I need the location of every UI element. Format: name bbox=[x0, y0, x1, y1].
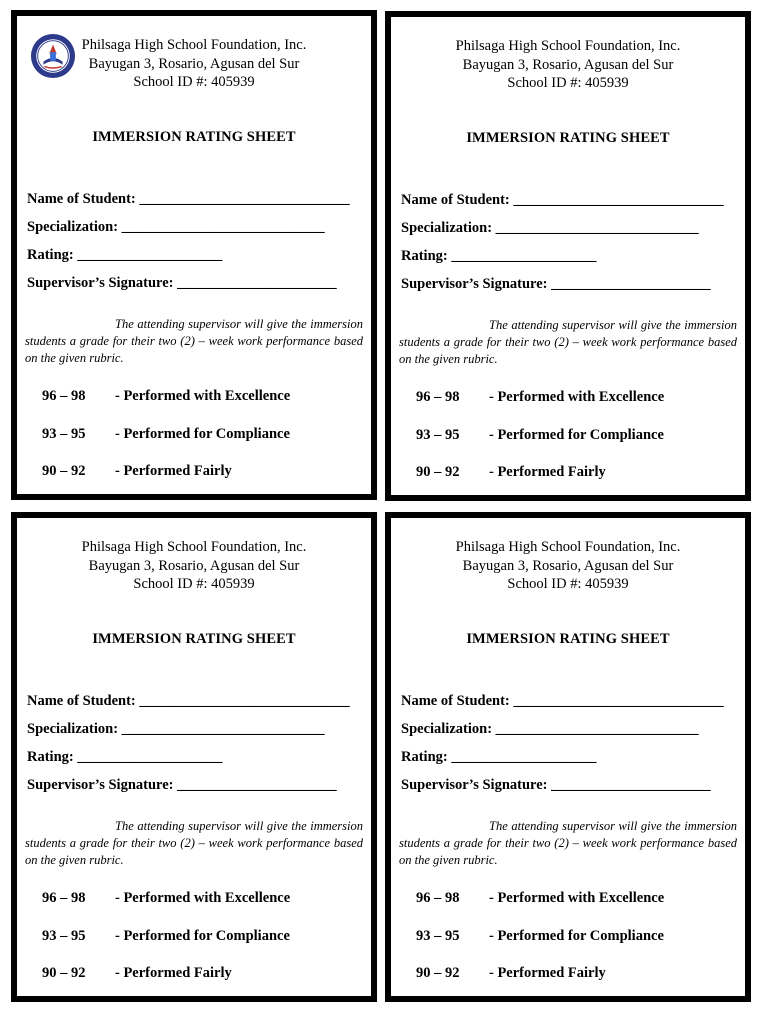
rating-card bbox=[11, 10, 377, 500]
school-address: Bayugan 3, Rosario, Agusan del Sur bbox=[462, 56, 674, 73]
rubric-label: - Performed with Excellence bbox=[115, 890, 291, 906]
rating-card bbox=[385, 512, 751, 1002]
student-name-field[interactable]: Name of Student: _____________________________ bbox=[401, 192, 724, 208]
rubric-label: - Performed Fairly bbox=[115, 463, 232, 479]
student-name-field[interactable]: Name of Student: _____________________________ bbox=[401, 693, 724, 709]
specialization-field[interactable]: Specialization: ____________________________ bbox=[27, 219, 325, 235]
rubric-row bbox=[42, 965, 361, 1003]
rubric-range: 93 – 95 bbox=[416, 927, 460, 944]
sheet-title: IMMERSION RATING SHEET bbox=[466, 631, 670, 647]
rubric-row bbox=[42, 388, 361, 426]
school-name: Philsaga High School Foundation, Inc. bbox=[81, 37, 307, 53]
specialization-field[interactable]: Specialization: ____________________________ bbox=[27, 721, 325, 737]
rubric-range: 93 – 95 bbox=[42, 425, 86, 442]
rubric-range: 96 – 98 bbox=[42, 890, 86, 906]
rubric-row bbox=[416, 890, 735, 928]
school-id: School ID #: 405939 bbox=[507, 75, 629, 91]
sheet-title: IMMERSION RATING SHEET bbox=[92, 631, 296, 647]
supervisor-signature-field[interactable]: Supervisor’s Signature: ______________________ bbox=[401, 777, 711, 793]
rubric-range: 90 – 92 bbox=[42, 965, 86, 981]
specialization-field[interactable]: Specialization: ____________________________ bbox=[401, 220, 699, 236]
school-address: Bayugan 3, Rosario, Agusan del Sur bbox=[88, 557, 300, 574]
student-name-field[interactable]: Name of Student: _____________________________ bbox=[27, 693, 350, 709]
school-address: Bayugan 3, Rosario, Agusan del Sur bbox=[88, 55, 300, 72]
sheet-title: IMMERSION RATING SHEET bbox=[466, 130, 670, 146]
rubric-list bbox=[42, 890, 361, 1003]
rubric-range: 90 – 92 bbox=[42, 463, 86, 479]
school-name: Philsaga High School Foundation, Inc. bbox=[455, 38, 681, 54]
rating-field[interactable]: Rating: ____________________ bbox=[27, 247, 223, 263]
rubric-range: 93 – 95 bbox=[42, 927, 86, 944]
school-name: Philsaga High School Foundation, Inc. bbox=[81, 539, 307, 555]
rubric-range: 90 – 92 bbox=[416, 965, 460, 981]
rating-card bbox=[11, 512, 377, 1002]
rubric-range: 96 – 98 bbox=[42, 388, 86, 404]
rating-field[interactable]: Rating: ____________________ bbox=[27, 749, 223, 765]
instructions-paragraph: The attending supervisor will give the immersion students a grade for their two (2) – week work performance based on the given rubric. bbox=[25, 317, 363, 365]
rubric-label: - Performed with Excellence bbox=[489, 389, 665, 405]
rubric-label: - Performed Fairly bbox=[489, 965, 606, 981]
fields-block bbox=[401, 192, 735, 304]
rubric-row bbox=[42, 928, 361, 966]
school-header bbox=[17, 538, 371, 594]
rubric-range: 90 – 92 bbox=[416, 464, 460, 480]
school-header bbox=[17, 36, 371, 92]
school-name: Philsaga High School Foundation, Inc. bbox=[455, 539, 681, 555]
supervisor-signature-field[interactable]: Supervisor’s Signature: ______________________ bbox=[401, 276, 711, 292]
rubric-label: - Performed with Excellence bbox=[489, 890, 665, 906]
school-address: Bayugan 3, Rosario, Agusan del Sur bbox=[462, 557, 674, 574]
school-id: School ID #: 405939 bbox=[133, 576, 255, 592]
rubric-list bbox=[416, 389, 735, 502]
rubric-list bbox=[416, 890, 735, 1003]
rubric-label: - Performed with Excellence bbox=[115, 388, 291, 404]
rubric-row bbox=[42, 890, 361, 928]
specialization-field[interactable]: Specialization: ____________________________ bbox=[401, 721, 699, 737]
rating-field[interactable]: Rating: ____________________ bbox=[401, 248, 597, 264]
rubric-row bbox=[416, 389, 735, 427]
rating-card bbox=[385, 11, 751, 501]
rubric-label: - Performed for Compliance bbox=[489, 927, 664, 944]
school-id: School ID #: 405939 bbox=[133, 74, 255, 90]
instructions-paragraph: The attending supervisor will give the immersion students a grade for their two (2) – week work performance based on the given rubric. bbox=[399, 318, 737, 366]
rubric-list bbox=[42, 388, 361, 501]
fields-block bbox=[27, 693, 361, 805]
rubric-range: 96 – 98 bbox=[416, 890, 460, 906]
rubric-range: 96 – 98 bbox=[416, 389, 460, 405]
student-name-field[interactable]: Name of Student: _____________________________ bbox=[27, 191, 350, 207]
sheet-title: IMMERSION RATING SHEET bbox=[92, 129, 296, 145]
rubric-label: - Performed Fairly bbox=[489, 464, 606, 480]
supervisor-signature-field[interactable]: Supervisor’s Signature: ______________________ bbox=[27, 275, 337, 291]
rubric-row bbox=[416, 928, 735, 966]
rubric-row bbox=[416, 427, 735, 465]
rubric-row bbox=[416, 965, 735, 1003]
rubric-label: - Performed for Compliance bbox=[115, 425, 290, 442]
rubric-label: - Performed for Compliance bbox=[115, 927, 290, 944]
fields-block bbox=[401, 693, 735, 805]
school-id: School ID #: 405939 bbox=[507, 576, 629, 592]
instructions-paragraph: The attending supervisor will give the immersion students a grade for their two (2) – week work performance based on the given rubric. bbox=[25, 819, 363, 867]
rubric-label: - Performed Fairly bbox=[115, 965, 232, 981]
school-header bbox=[391, 538, 745, 594]
rubric-label: - Performed for Compliance bbox=[489, 426, 664, 443]
school-header bbox=[391, 37, 745, 93]
supervisor-signature-field[interactable]: Supervisor’s Signature: ______________________ bbox=[27, 777, 337, 793]
fields-block bbox=[27, 191, 361, 303]
rubric-row bbox=[416, 464, 735, 502]
rubric-row bbox=[42, 426, 361, 464]
instructions-paragraph: The attending supervisor will give the immersion students a grade for their two (2) – week work performance based on the given rubric. bbox=[399, 819, 737, 867]
rubric-range: 93 – 95 bbox=[416, 426, 460, 443]
rubric-row bbox=[42, 463, 361, 501]
rating-field[interactable]: Rating: ____________________ bbox=[401, 749, 597, 765]
